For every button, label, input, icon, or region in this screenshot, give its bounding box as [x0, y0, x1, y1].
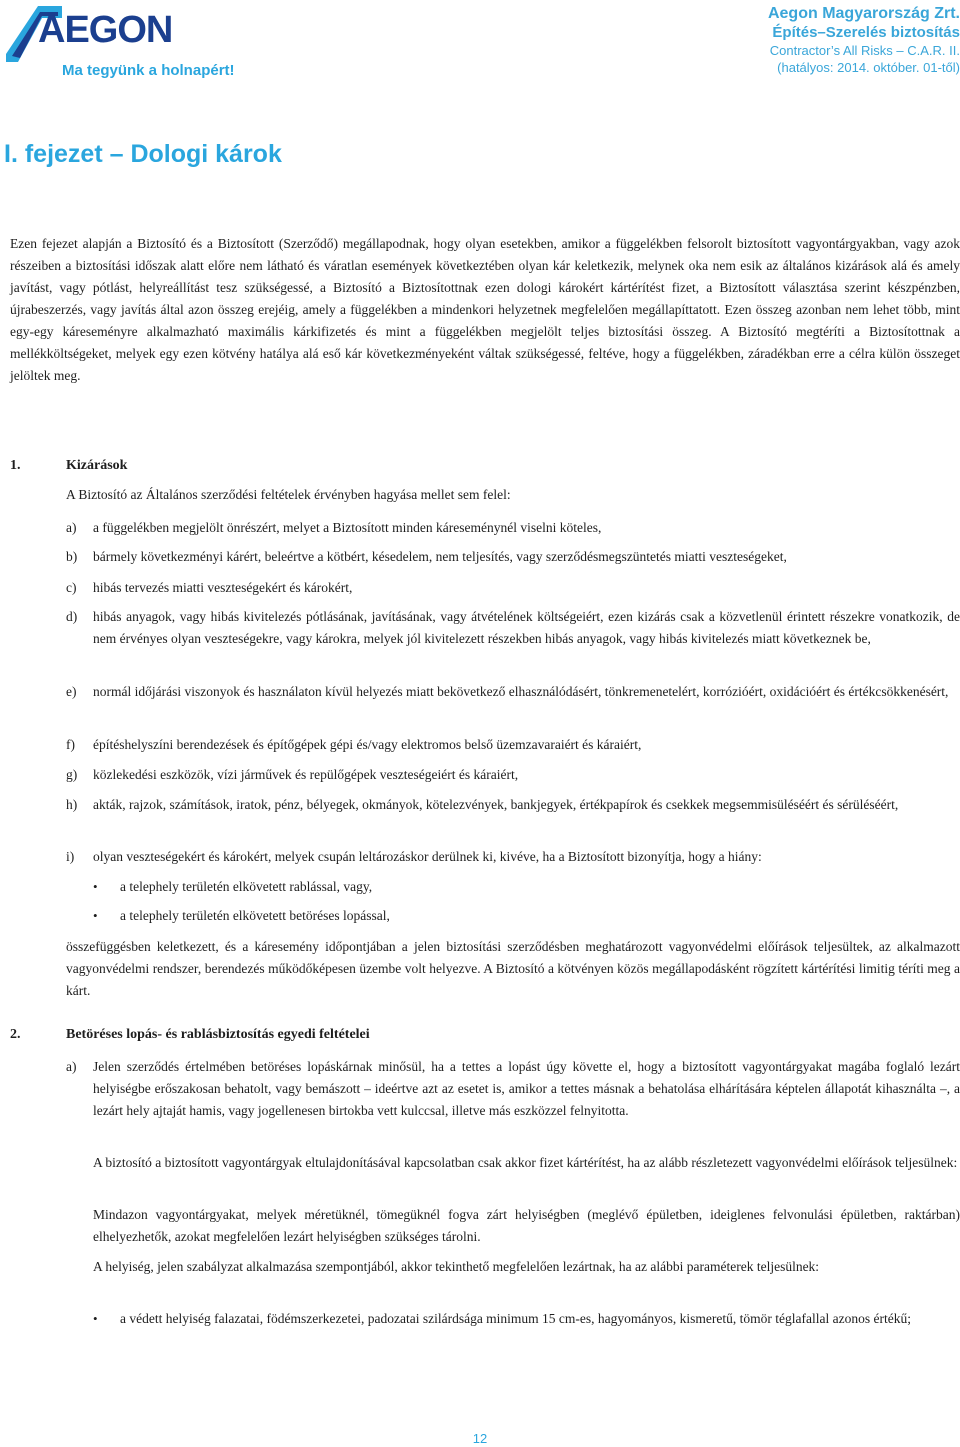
- chapter-title: I. fejezet – Dologi károk: [4, 140, 282, 168]
- list-marker: g): [66, 767, 78, 782]
- list-item-text: Jelen szerződés értelmében betöréses lopáskárnak minősül, ha a tettes a lopást úgy követte el, hogy a biztosított vagyontárgyakat magába foglaló lezárt helyiségbe erőszakosan behatolt, vagy bemászott – ideértve azt az esetet is, amikor a tettes másnak a behatolása elhárítására képtelen állapotát kihasználta –, a lezárt hely ajtaját hamis, vagy jogellenesen birtokba vett kulccsal, illetve más eszközzel felnyitotta.: [93, 1059, 960, 1118]
- list-item-text: a függelékben megjelölt önrészért, melyet a Biztosított minden káreseménynél viselni köteles,: [93, 520, 602, 535]
- section-2-paragraph-2: Mindazon vagyontárgyakat, melyek méretüknél, tömegüknél fogva zárt helyiségben (meglévő épületben, ideiglenes felvonulási épületben, raktárban) elhelyezhetők, azokat megfelelően lezárt helyiségben szükséges tárolni.: [93, 1207, 960, 1244]
- list-marker: a): [66, 520, 77, 535]
- policy-name: Contractor’s All Risks – C.A.R. II.: [769, 43, 960, 58]
- aegon-logo: [4, 4, 234, 84]
- intro-paragraph: Ezen fejezet alapján a Biztosító és a Biztosított (Szerződő) megállapodnak, hogy olyan esetekben, amikor a függelékben felsorolt biztosított vagyontárgyakban, vagy azok részeiben a biztosítási időszak alatt előre nem látható és váratlan események következtében olyan kár keletkezik, melynek oka nem esik az általános kizárások alá és amely javítást, vagy pótlást, helyreállítást tesz szükségessé, a Biztosító a Biztosítottnak ezen dologi károkért kártérítést fizet, a Biztosított választása szerint készpénzben, újrabeszerzés, vagy javítás által azon összeg erejéig, amely a függelékben a mindenkori helyzetnek megfelelően megállapíttatott. Ezen összeg azonban nem lehet több, mint egy-egy káreseményre alkalmazható maximális kárkifizetés és mint a függelékben megjelölt teljes biztosítási összeg. A Biztosító megtéríti a Biztosítottnak a mellékköltségeket, melyek egy ezen kötvény hatálya alá eső kár következményeként váltak szükségessé, feltéve, hogy a függelékben, záradékban erre a célra külön összeget jelöltek meg.: [10, 236, 960, 383]
- list-marker: h): [66, 797, 78, 812]
- list-item-text: hibás tervezés miatti veszteségekért és károkért,: [93, 580, 353, 595]
- bullet-text: a védett helyiség falazatai, födémszerkezetei, padozatai szilárdsága minimum 15 cm-es, hagyományos, kismeretű, tömör téglafallal azonos értékű;: [120, 1311, 911, 1326]
- product-name: Építés–Szerelés biztosítás: [772, 24, 960, 41]
- list-marker: c): [66, 580, 77, 595]
- section-1-title: Kizárások: [66, 458, 128, 473]
- list-item-text: közlekedési eszközök, vízi járművek és repülőgépek veszteségeiért és káraiért,: [93, 767, 519, 782]
- list-marker: f): [66, 737, 75, 752]
- section-2-paragraph-1: A biztosító a biztosított vagyontárgyak eltulajdonításával kapcsolatban csak akkor fizet kártérítést, ha az alább részletezett vagyonvédelmi előírások teljesülnek:: [93, 1155, 958, 1170]
- bullet-icon: •: [93, 879, 98, 894]
- bullet-text: a telephely területén elkövetett betöréses lopással,: [120, 908, 390, 923]
- list-item-text: akták, rajzok, számítások, iratok, pénz, bélyegek, okmányok, kötelezvények, bankjegyek, értékpapírok és csekkek megsemmisüléséért és sérüléséért,: [93, 797, 899, 812]
- document-header-info: [690, 4, 960, 76]
- page-number: 12: [472, 1431, 488, 1446]
- list-marker: a): [66, 1059, 77, 1074]
- list-marker: d): [66, 609, 78, 624]
- bullet-text: a telephely területén elkövetett rablással, vagy,: [120, 879, 373, 894]
- section-1-closing: összefüggésben keletkezett, és a káresemény időpontjában a jelen biztosítási szerződésben meghatározott vagyonvédelmi előírások teljesültek, az alkalmazott vagyonvédelmi rendszer, berendezés működőképesen üzembe volt helyezve. A Biztosító a kötvényen közös megállapodásként rögzített kártérítési limitig téríti meg a kárt.: [66, 939, 960, 998]
- list-item-text: hibás anyagok, vagy hibás kivitelezés pótlásának, javításának, vagy átvételének költségeiért, ezen kizárás csak a közvetlenül érintett részekre vonatkozik, de nem érvényes olyan veszteségekre, vagy károkra, melyek jól kivitelezett részekben hibás anyagok, vagy hibás kivitelezés miatt következnek be,: [93, 609, 960, 646]
- list-marker: e): [66, 684, 77, 699]
- list-item-text: olyan veszteségekért és károkért, melyek csupán leltározáskor derülnek ki, kivéve, ha a Biztosított bizonyítja, hogy a hiány:: [93, 849, 762, 864]
- list-marker: i): [66, 849, 75, 864]
- logo-wordmark: AEGON: [38, 9, 173, 51]
- logo-tagline: Ma tegyünk a holnapért!: [62, 62, 235, 79]
- list-item-text: normál időjárási viszonyok és használaton kívül helyezés miatt bekövetkező elhasználódásért, tönkremenetelért, korrózióért, oxidációért és értékcsökkenésért,: [93, 684, 949, 699]
- section-2-paragraph-3: A helyiség, jelen szabályzat alkalmazása szempontjából, akkor tekinthető megfelelően lezártnak, ha az alábbi paraméterek teljesülnek:: [93, 1259, 820, 1274]
- list-item-text: bármely következményi kárért, beleértve a kötbért, késedelem, nem teljesítés, vagy szerződésmegszüntetés miatti veszteségeket,: [93, 549, 787, 564]
- section-1-number: 1.: [10, 458, 21, 473]
- section-1-lead: A Biztosító az Általános szerződési feltételek érvényben hagyása mellet sem felel:: [66, 487, 511, 502]
- list-marker: b): [66, 549, 78, 564]
- company-name: Aegon Magyarország Zrt.: [767, 5, 960, 22]
- list-item-text: építéshelyszíni berendezések és építőgépek gépi és/vagy elektromos belső üzemzavaraiért és káraiért,: [93, 737, 642, 752]
- bullet-icon: •: [93, 1311, 98, 1326]
- section-2-number: 2.: [10, 1027, 21, 1042]
- validity-date: (hatályos: 2014. október. 01-től): [777, 60, 960, 75]
- bullet-icon: •: [93, 908, 98, 923]
- section-2-title: Betöréses lopás- és rablásbiztosítás egyedi feltételei: [66, 1027, 370, 1042]
